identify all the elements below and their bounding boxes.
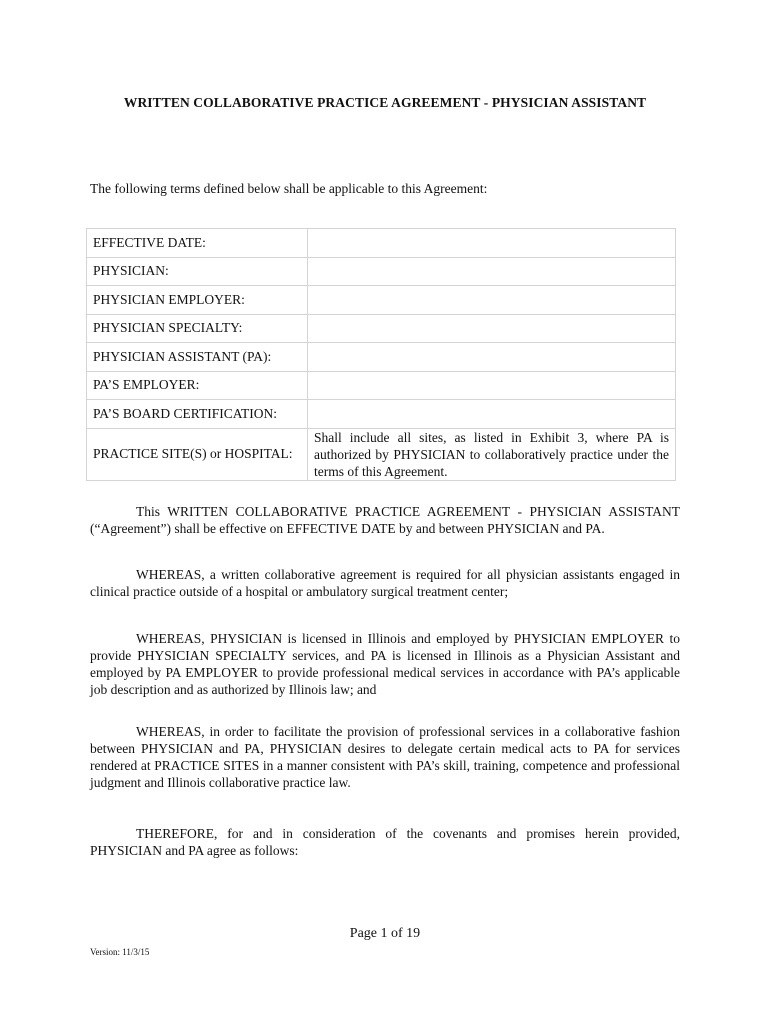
term-value-physician-employer[interactable] bbox=[308, 286, 676, 315]
term-value-practice-sites: Shall include all sites, as listed in Exhibit 3, where PA is authorized by PHYSICIAN to collaboratively practice under the terms of this Agreement. bbox=[308, 428, 676, 480]
term-label-pa-board-certification: PA’S BOARD CERTIFICATION: bbox=[87, 400, 308, 429]
table-row bbox=[87, 257, 676, 286]
whereas-paragraph-2: WHEREAS, PHYSICIAN is licensed in Illinois and employed by PHYSICIAN EMPLOYER to provide PHYSICIAN SPECIALTY services, and PA is licensed in Illinois as a Physician Assistant and employed by PA EMPLOYER to provide professional medical services in accordance with PA’s applicable job description and as authorized by Illinois law; and bbox=[90, 631, 680, 697]
table-row bbox=[87, 371, 676, 400]
effective-paragraph: This WRITTEN COLLABORATIVE PRACTICE AGREEMENT - PHYSICIAN ASSISTANT (“Agreement”) shall be effective on EFFECTIVE DATE by and between PHYSICIAN and PA. bbox=[90, 504, 680, 536]
term-label-pa-employer: PA’S EMPLOYER: bbox=[87, 371, 308, 400]
term-value-pa-board-certification[interactable] bbox=[308, 400, 676, 429]
table-row bbox=[87, 428, 676, 480]
whereas-paragraph-3: WHEREAS, in order to facilitate the provision of professional services in a collaborative fashion between PHYSICIAN and PA, PHYSICIAN desires to delegate certain medical acts to PA for services rendered at PRACTICE SITES in a manner consistent with PA’s skill, training, competence and professional judgment and Illinois collaborative practice law. bbox=[90, 724, 680, 790]
whereas-paragraph-1: WHEREAS, a written collaborative agreement is required for all physician assistants engaged in clinical practice outside of a hospital or ambulatory surgical treatment center; bbox=[90, 567, 680, 599]
term-value-effective-date[interactable] bbox=[308, 229, 676, 258]
term-label-effective-date: EFFECTIVE DATE: bbox=[87, 229, 308, 258]
table-row bbox=[87, 314, 676, 343]
table-row bbox=[87, 343, 676, 372]
document-title: WRITTEN COLLABORATIVE PRACTICE AGREEMENT - PHYSICIAN ASSISTANT bbox=[123, 95, 647, 110]
table-row bbox=[87, 400, 676, 429]
term-label-physician: PHYSICIAN: bbox=[87, 257, 308, 286]
term-label-physician-assistant: PHYSICIAN ASSISTANT (PA): bbox=[87, 343, 308, 372]
version-label: Version: 11/3/15 bbox=[90, 947, 150, 957]
table-row bbox=[87, 229, 676, 258]
term-label-physician-specialty: PHYSICIAN SPECIALTY: bbox=[87, 314, 308, 343]
intro-text: The following terms defined below shall be applicable to this Agreement: bbox=[90, 181, 488, 196]
term-value-physician-specialty[interactable] bbox=[308, 314, 676, 343]
terms-table bbox=[86, 228, 676, 481]
term-label-physician-employer: PHYSICIAN EMPLOYER: bbox=[87, 286, 308, 315]
term-label-practice-sites: PRACTICE SITE(S) or HOSPITAL: bbox=[87, 428, 308, 480]
page-number: Page 1 of 19 bbox=[349, 926, 421, 941]
therefore-paragraph: THEREFORE, for and in consideration of the covenants and promises herein provided, PHYSICIAN and PA agree as follows: bbox=[90, 826, 680, 858]
table-row bbox=[87, 286, 676, 315]
term-value-physician[interactable] bbox=[308, 257, 676, 286]
term-value-pa-employer[interactable] bbox=[308, 371, 676, 400]
term-value-physician-assistant[interactable] bbox=[308, 343, 676, 372]
